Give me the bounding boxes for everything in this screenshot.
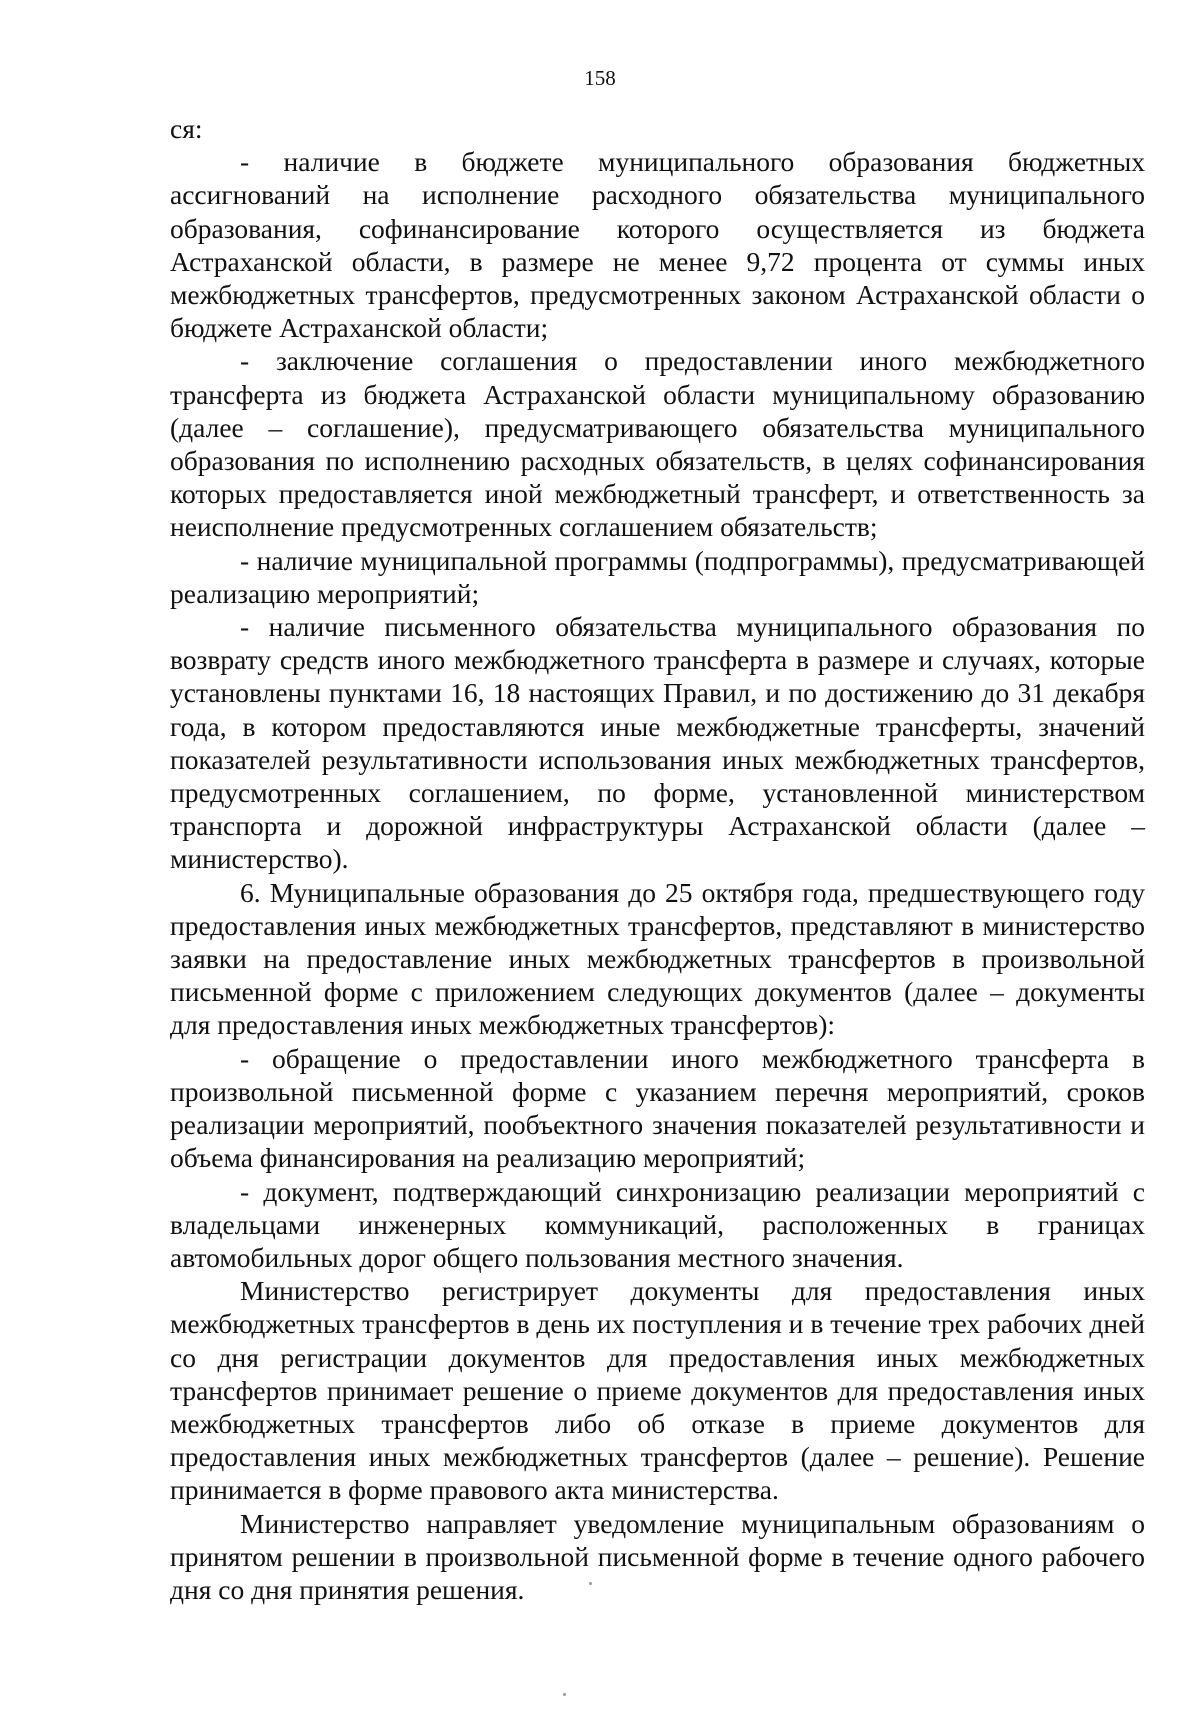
paragraph-written-obligation: - наличие письменного обязательства муниципального образования по возврату средств иного межбюджетного трансферта в размере и случаях, которые установлены пунктами 16, 18 настоящих Правил, и по достижению до 31 декабря года, в котором предоставляются иные межбюджетные трансферты, значений показателей результативности использования иных межбюджетных трансфертов, предусмотренных соглашением, по форме, установленной министерством транспорта и дорожной инфраструктуры Астраханской области (далее – министерство). xyxy=(170,611,1145,875)
paragraph-section-6: 6. Муниципальные образования до 25 октября года, предшествующего году предоставления иных межбюджетных трансфертов, представляют в министерство заявки на предоставление иных межбюджетных трансфертов в произвольной письменной форме с приложением следующих документов (далее – документы для предоставления иных межбюджетных трансфертов): xyxy=(170,876,1145,1041)
paragraph-registration: Министерство регистрирует документы для предоставления иных межбюджетных трансфертов в день их поступления и в течение трех рабочих дней со дня регистрации документов для предоставления иных межбюджетных трансфертов принимает решение о приеме документов для предоставления иных межбюджетных трансфертов либо об отказе в приеме документов для предоставления иных межбюджетных трансфертов (далее – решение). Решение принимается в форме правового акта министерства. xyxy=(170,1275,1145,1506)
paragraph-municipal-program: - наличие муниципальной программы (подпрограммы), предусматривающей реализацию мероприятий; xyxy=(170,544,1145,609)
document-body xyxy=(170,112,1145,1606)
paragraph-synchronization-document: - документ, подтверждающий синхронизацию реализации мероприятий с владельцами инженерных коммуникаций, расположенных в границах автомобильных дорог общего пользования местного значения. xyxy=(170,1175,1145,1273)
paragraph-notification: Министерство направляет уведомление муниципальным образованиям о принятом решении в произвольной письменной форме в течение одного рабочего дня со дня принятия решения. xyxy=(170,1507,1145,1605)
paragraph-budget-allocations: - наличие в бюджете муниципального образования бюджетных ассигнований на исполнение расходного обязательства муниципального образования, софинансирование которого осуществляется из бюджета Астраханской области, в размере не менее 9,72 процента от суммы иных межбюджетных трансфертов, предусмотренных законом Астраханской области о бюджете Астраханской области; xyxy=(170,146,1145,344)
paragraph-agreement: - заключение соглашения о предоставлении иного межбюджетного трансферта из бюджета Астраханской области муниципальному образованию (далее – соглашение), предусматривающего обязательства муниципального образования по исполнению расходных обязательств, в целях софинансирования которых предоставляется иной межбюджетный трансферт, и ответственность за неисполнение предусмотренных соглашением обязательств; xyxy=(170,345,1145,543)
scan-speck xyxy=(563,1693,566,1696)
scan-speck xyxy=(589,1582,592,1585)
paragraph-continuation: ся: xyxy=(170,113,203,144)
paragraph-appeal: - обращение о предоставлении иного межбюджетного трансферта в произвольной письменной форме с указанием перечня мероприятий, сроков реализации мероприятий, пообъектного значения показателей результативности и объема финансирования на реализацию мероприятий; xyxy=(170,1042,1145,1174)
page-number: 158 xyxy=(584,66,616,90)
